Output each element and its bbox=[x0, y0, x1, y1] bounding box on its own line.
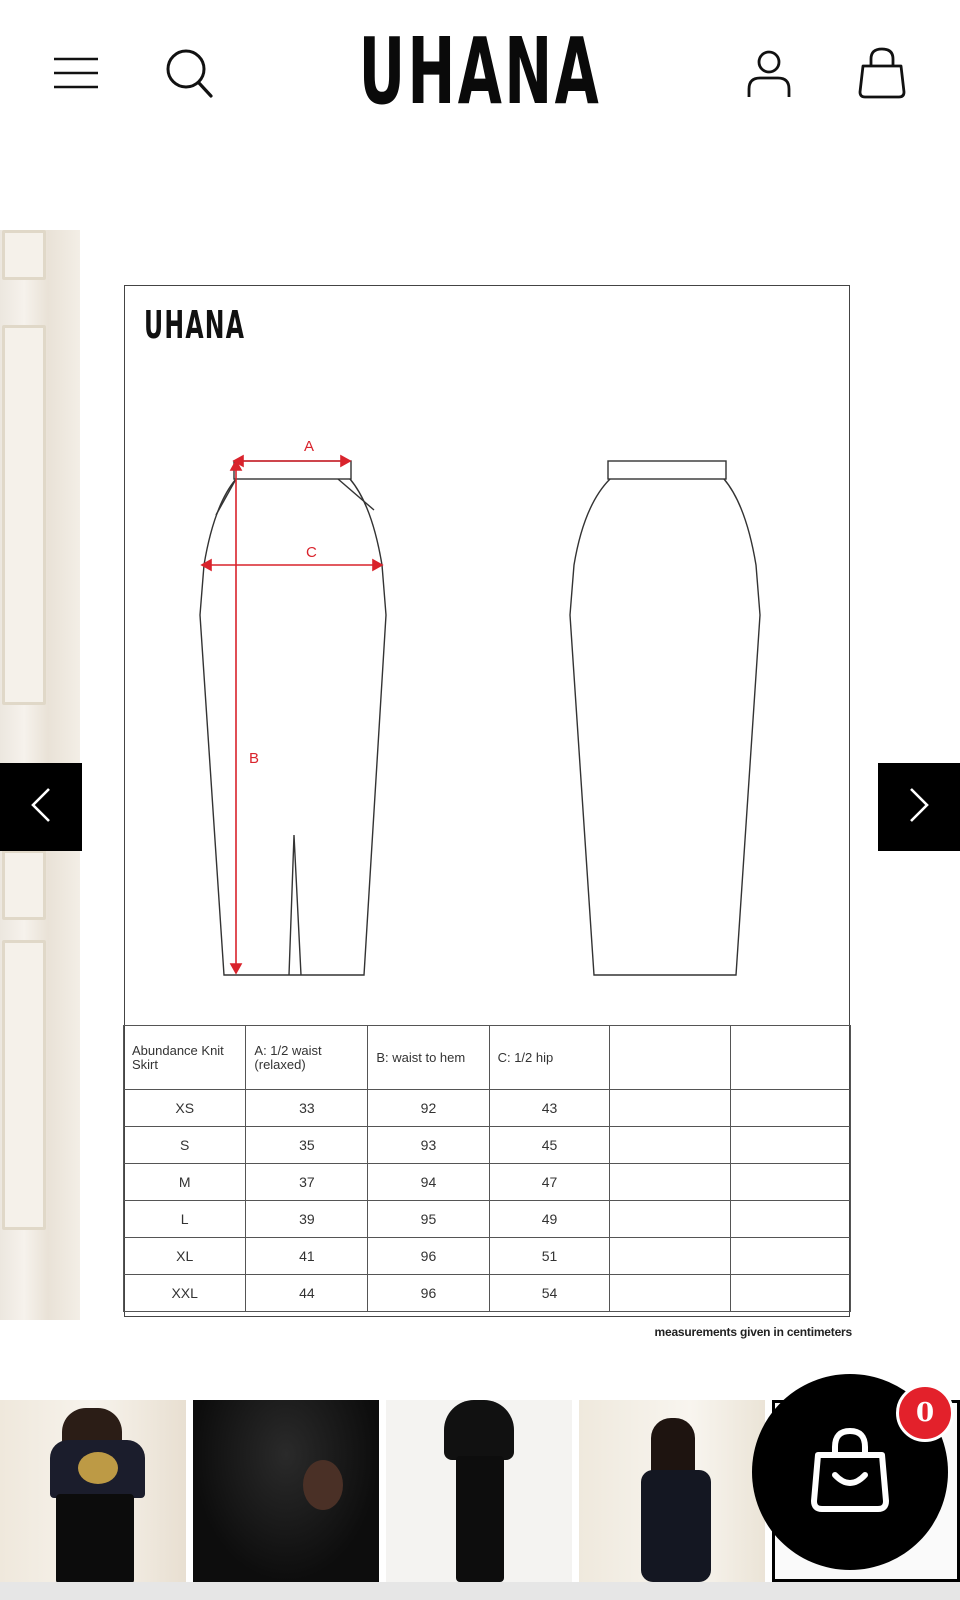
next-image-button[interactable] bbox=[878, 763, 960, 851]
table-row bbox=[124, 1164, 851, 1201]
table-header bbox=[610, 1026, 730, 1090]
table-cell: 49 bbox=[489, 1201, 610, 1238]
bottom-bar bbox=[0, 1582, 960, 1600]
product-image-gallery[interactable] bbox=[0, 230, 960, 1339]
table-cell: M bbox=[124, 1164, 246, 1201]
size-table bbox=[123, 1025, 851, 1312]
thumbnail-3[interactable] bbox=[386, 1400, 572, 1582]
table-cell: 37 bbox=[246, 1164, 368, 1201]
table-cell: 43 bbox=[489, 1090, 610, 1127]
site-header bbox=[0, 0, 960, 150]
table-cell: 33 bbox=[246, 1090, 368, 1127]
measure-label-c: C bbox=[306, 544, 317, 561]
table-cell: 92 bbox=[368, 1090, 489, 1127]
search-icon[interactable] bbox=[160, 44, 220, 104]
table-header bbox=[730, 1026, 850, 1090]
cart-count-badge: 0 bbox=[896, 1384, 954, 1442]
measure-label-b: B bbox=[249, 750, 260, 767]
table-header: B: waist to hem bbox=[368, 1026, 489, 1090]
table-header: A: 1/2 waist (relaxed) bbox=[246, 1026, 368, 1090]
table-cell: 44 bbox=[246, 1275, 368, 1312]
shopping-bag-icon[interactable] bbox=[852, 42, 912, 104]
brand-logo[interactable]: UHANA bbox=[358, 18, 602, 125]
table-cell: 41 bbox=[246, 1238, 368, 1275]
shopping-bag-icon bbox=[809, 1425, 891, 1520]
table-cell bbox=[730, 1127, 850, 1164]
table-cell bbox=[610, 1201, 730, 1238]
measurement-caption: measurements given in centimeters bbox=[654, 1325, 852, 1339]
thumbnail-2[interactable] bbox=[193, 1400, 379, 1582]
table-cell bbox=[730, 1090, 850, 1127]
table-cell bbox=[610, 1275, 730, 1312]
table-cell: 96 bbox=[368, 1238, 489, 1275]
table-header: Abundance Knit Skirt bbox=[124, 1026, 246, 1090]
size-table-header-row bbox=[124, 1026, 851, 1090]
table-cell: 93 bbox=[368, 1127, 489, 1164]
table-cell bbox=[610, 1238, 730, 1275]
thumbnail-1[interactable] bbox=[0, 1400, 186, 1582]
table-row bbox=[124, 1127, 851, 1164]
table-row bbox=[124, 1201, 851, 1238]
table-cell: 54 bbox=[489, 1275, 610, 1312]
table-cell: 94 bbox=[368, 1164, 489, 1201]
table-cell: XS bbox=[124, 1090, 246, 1127]
table-cell: 45 bbox=[489, 1127, 610, 1164]
table-header: C: 1/2 hip bbox=[489, 1026, 610, 1090]
table-row bbox=[124, 1275, 851, 1312]
table-cell: L bbox=[124, 1201, 246, 1238]
table-cell: 95 bbox=[368, 1201, 489, 1238]
chevron-right-icon bbox=[907, 787, 931, 828]
table-cell: XXL bbox=[124, 1275, 246, 1312]
table-cell: 47 bbox=[489, 1164, 610, 1201]
previous-image-button[interactable] bbox=[0, 763, 82, 851]
table-cell: 96 bbox=[368, 1275, 489, 1312]
measure-label-a: A bbox=[304, 438, 315, 455]
table-cell: XL bbox=[124, 1238, 246, 1275]
hamburger-menu-icon[interactable] bbox=[48, 48, 104, 98]
chevron-left-icon bbox=[29, 787, 53, 828]
table-cell: S bbox=[124, 1127, 246, 1164]
table-cell: 51 bbox=[489, 1238, 610, 1275]
table-cell bbox=[730, 1238, 850, 1275]
size-chart-logo: UHANA bbox=[144, 303, 246, 347]
table-cell bbox=[730, 1164, 850, 1201]
table-cell bbox=[730, 1201, 850, 1238]
table-cell bbox=[610, 1090, 730, 1127]
size-chart-image bbox=[124, 285, 852, 1339]
table-cell: 35 bbox=[246, 1127, 368, 1164]
table-row bbox=[124, 1238, 851, 1275]
table-cell bbox=[610, 1164, 730, 1201]
table-cell bbox=[610, 1127, 730, 1164]
thumbnail-4[interactable] bbox=[579, 1400, 765, 1582]
table-cell: 39 bbox=[246, 1201, 368, 1238]
user-account-icon[interactable] bbox=[740, 44, 798, 104]
table-row bbox=[124, 1090, 851, 1127]
skirt-technical-drawing bbox=[124, 285, 850, 1025]
table-cell bbox=[730, 1275, 850, 1312]
